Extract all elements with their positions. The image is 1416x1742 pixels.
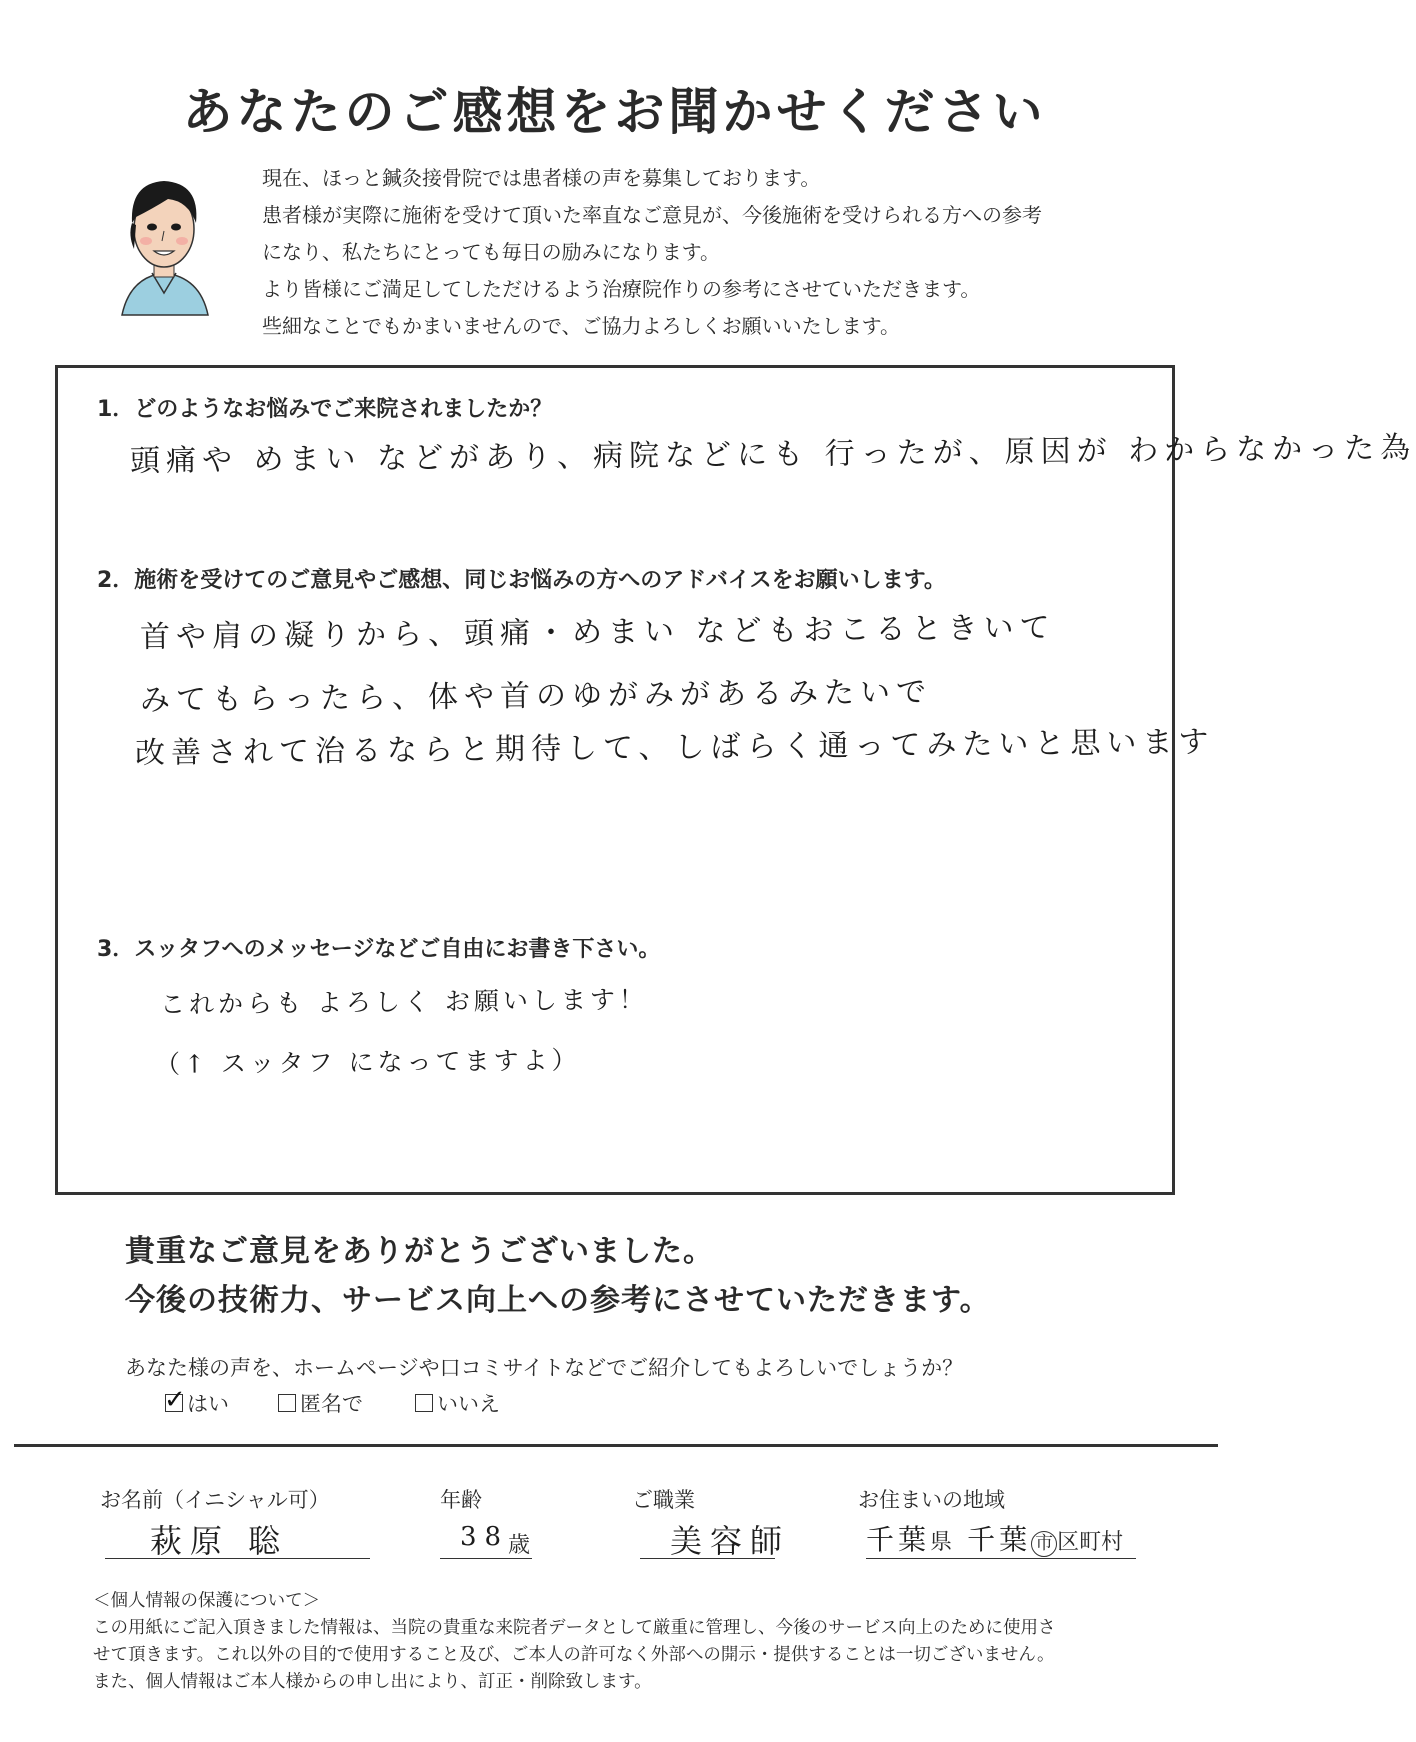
thanks-line: 今後の技術力、サービス向上への参考にさせていただきます。 xyxy=(125,1283,991,1318)
privacy-notice xyxy=(93,1588,1056,1696)
intro-line: 些細なことでもかまいませんので、ご協力よろしくお願いいたします。 xyxy=(262,314,900,338)
name-value[interactable]: 萩原 聡 xyxy=(150,1522,289,1560)
name-underline xyxy=(105,1558,370,1559)
area-value[interactable] xyxy=(866,1518,1123,1558)
section-divider xyxy=(14,1444,1218,1447)
job-label: ご職業 xyxy=(632,1488,695,1512)
intro-text xyxy=(262,160,1042,345)
checkbox-no[interactable] xyxy=(415,1394,433,1412)
privacy-line: せて頂きます。これ以外の目的で使用すること及び、ご本人の許可なく外部への開示・提供することは一切ございません。 xyxy=(93,1645,1055,1665)
privacy-line: また、個人情報はご本人様からの申し出により、訂正・削除致します。 xyxy=(93,1672,652,1692)
question-1-label: 1．どのようなお悩みでご来院されましたか？ xyxy=(97,397,553,422)
question-2-label: 2．施術を受けてのご意見やご感想、同じお悩みの方へのアドバイスをお願いします。 xyxy=(97,568,946,593)
area-city-circled: 市 xyxy=(1031,1531,1057,1557)
area-underline xyxy=(866,1558,1136,1559)
job-underline xyxy=(640,1558,775,1559)
question-1-answer: 頭痛や めまい などがあり、病院などにも 行ったが、原因が わからなかった為 xyxy=(129,430,1416,479)
area-prefecture: 千葉 xyxy=(866,1523,931,1556)
age-unit: 歳 xyxy=(508,1533,531,1558)
question-3-answer-line: これからも よろしく お願いします！ xyxy=(159,984,649,1019)
area-label: お住まいの地域 xyxy=(858,1488,1005,1512)
staff-avatar-illustration xyxy=(112,165,217,325)
thanks-line: 貴重なご意見をありがとうございました。 xyxy=(125,1234,714,1269)
checkmark-icon: ✓ xyxy=(164,1385,186,1415)
privacy-line: この用紙にご記入頂きました情報は、当院の貴重な来院者データとして厳重に管理し、今後のサービス向上のために使用さ xyxy=(93,1618,1056,1638)
consent-option-label: はい xyxy=(187,1392,229,1416)
intro-line: になり、私たちにとっても毎日の励みになります。 xyxy=(262,240,720,264)
age-label: 年齢 xyxy=(440,1488,482,1512)
age-underline xyxy=(440,1558,532,1559)
consent-option-label: 匿名で xyxy=(300,1392,363,1416)
question-3-answer-line: （↑ スッタフ になってますよ） xyxy=(154,1045,581,1079)
checkbox-yes[interactable] xyxy=(164,1385,186,1415)
age-value[interactable]: 38 xyxy=(460,1522,510,1552)
consent-option-anonymous[interactable] xyxy=(278,1388,363,1418)
consent-option-label: いいえ xyxy=(437,1392,500,1416)
area-city-rest: 区町村 xyxy=(1057,1530,1124,1555)
intro-line: 現在、ほっと鍼灸接骨院では患者様の声を募集しております。 xyxy=(262,166,821,190)
consent-option-no[interactable] xyxy=(415,1388,500,1418)
intro-line: 患者様が実際に施術を受けて頂いた率直なご意見が、今後施術を受けられる方への参考 xyxy=(262,203,1042,227)
question-2-answer-line: 首や肩の凝りから、頭痛・めまい などもおこるときいて xyxy=(139,610,1056,655)
area-prefecture-unit: 県 xyxy=(930,1530,953,1555)
checkbox-anonymous[interactable] xyxy=(278,1394,296,1412)
page-title: あなたのご感想をお聞かせください xyxy=(182,83,1047,141)
intro-line: より皆様にご満足してしただけるよう治療院作りの参考にさせていただきます。 xyxy=(262,277,981,301)
consent-option-yes[interactable] xyxy=(164,1385,229,1418)
area-city: 千葉 xyxy=(967,1523,1032,1556)
consent-question: あなた様の声を、ホームページや口コミサイトなどでご紹介してもよろしいでしょうか？ xyxy=(125,1356,964,1380)
name-label: お名前（イニシャル可） xyxy=(100,1488,330,1512)
question-3-label: 3．スッタフへのメッセージなどご自由にお書き下さい。 xyxy=(97,937,661,962)
question-2-answer-line: 改善されて治るならと期待して、しばらく通ってみたいと思います xyxy=(134,724,1215,771)
job-value[interactable]: 美容師 xyxy=(670,1522,791,1560)
question-2-answer-line: みてもらったら、体や首のゆがみがあるみたいで xyxy=(139,674,933,718)
privacy-line: ＜個人情報の保護について＞ xyxy=(93,1591,321,1611)
